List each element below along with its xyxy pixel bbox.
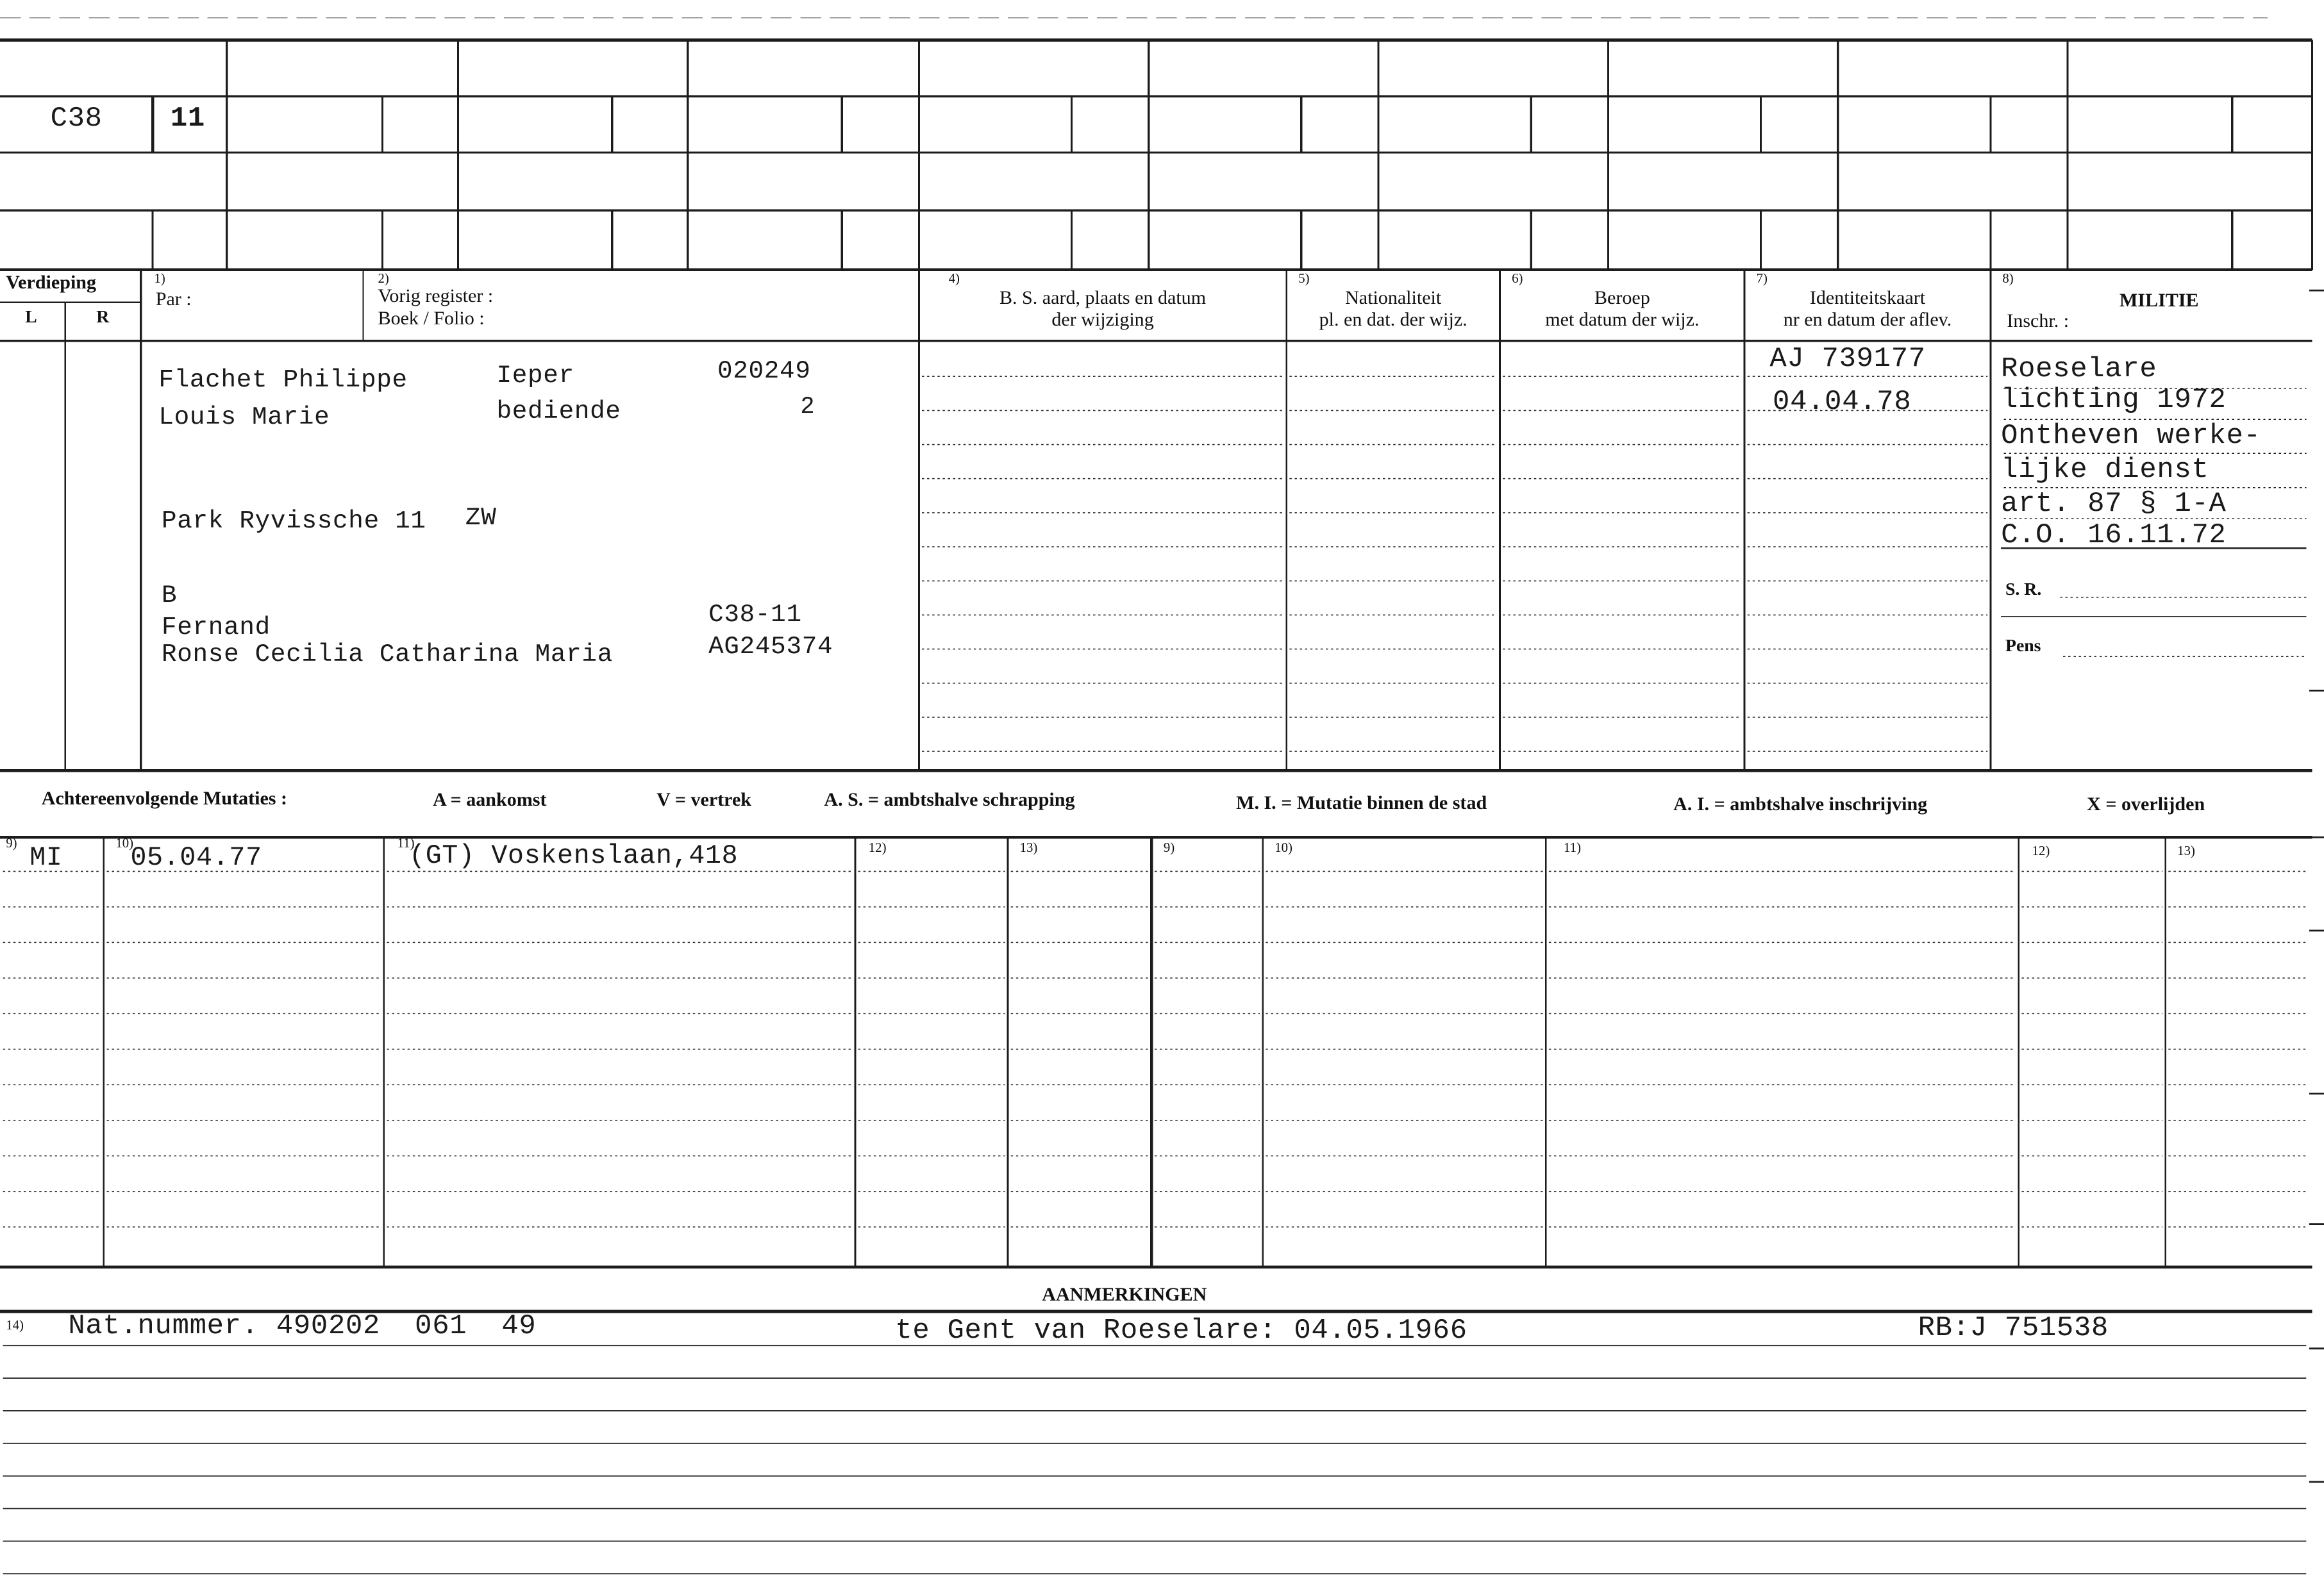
occupation: bediende	[496, 396, 621, 426]
vorig-register-label: Vorig register :	[378, 285, 494, 307]
legend-overlijden: X = overlijden	[2087, 793, 2205, 815]
birth-date: 020249	[717, 356, 811, 386]
ref-number: AG245374	[708, 632, 833, 661]
mutation-address: (GT) Voskenslaan,418	[409, 841, 739, 872]
legend-mutatie-stad: M. I. = Mutatie binnen de stad	[1236, 791, 1487, 813]
par-label: Par :	[155, 287, 192, 310]
spouse-2: Ronse Cecilia Catharina Maria	[161, 640, 613, 669]
mut-col-10-b: 10)	[1275, 840, 1292, 856]
note-1: 1)	[154, 271, 165, 287]
ber-header-1: Beroep	[1594, 286, 1650, 308]
verdieping-l: L	[25, 306, 37, 327]
militie-line-4: lijke dienst	[2001, 454, 2209, 487]
boek-folio-label: Boek / Folio :	[378, 306, 485, 329]
mut-col-12-a: 12)	[868, 840, 887, 856]
nat-header-1: Nationaliteit	[1345, 286, 1442, 308]
address: Park Ryvissche 11	[161, 506, 426, 535]
mutations-legend-title: Achtereenvolgende Mutaties :	[41, 786, 288, 809]
person-name-2: Louis Marie	[158, 403, 330, 432]
aanmerkingen-title: AANMERKINGEN	[1042, 1283, 1207, 1306]
note-5: 5)	[1298, 271, 1310, 287]
sex-code: 2	[800, 394, 815, 421]
mut-col-9-b: 9)	[1163, 840, 1175, 856]
note-6: 6)	[1512, 271, 1523, 287]
nat-header-2: pl. en dat. der wijz.	[1319, 308, 1467, 331]
mut-col-13-b: 13)	[2177, 843, 2195, 858]
mut-col-12-b: 12)	[2032, 843, 2050, 858]
id-header-2: nr en datum der aflev.	[1783, 308, 1952, 331]
inschr-label: Inschr. :	[2007, 310, 2069, 332]
mutation-date: 05.04.77	[130, 842, 262, 873]
verdieping-label: Verdieping	[6, 271, 97, 294]
spouse-1: Fernand	[161, 613, 271, 642]
militie-line-3: Ontheven werke-	[2001, 419, 2261, 452]
mutation-code: MI	[29, 842, 63, 873]
ber-header-2: met datum der wijz.	[1545, 308, 1700, 331]
note-7: 7)	[1756, 271, 1768, 287]
id-card-number: AJ 739177	[1769, 342, 1926, 375]
mut-col-9-a: 9)	[6, 836, 17, 851]
sr-label: S. R.	[2005, 579, 2042, 600]
birth-place: Ieper	[496, 361, 574, 390]
legend-schrapping: A. S. = ambtshalve schrapping	[824, 788, 1075, 811]
militie-header: MILITIE	[2119, 289, 2199, 312]
mut-col-13-a: 13)	[1019, 840, 1038, 856]
person-name-1: Flachet Philippe	[158, 365, 408, 395]
note-2: 2)	[378, 271, 389, 287]
note-14: 14)	[6, 1317, 24, 1333]
remark-nat-nummer: Nat.nummer. 490202 061 49	[68, 1310, 537, 1343]
legend-vertrek: V = vertrek	[656, 788, 751, 811]
pens-label: Pens	[2005, 636, 2041, 656]
id-card-date: 04.04.78	[1773, 385, 1912, 418]
legend-aankomst: A = aankomst	[433, 788, 547, 811]
note-8: 8)	[2002, 271, 2014, 287]
bs-header-2: der wijziging	[1051, 308, 1154, 331]
mut-col-11-b: 11)	[1564, 840, 1581, 856]
militie-line-1: Roeselare	[2001, 353, 2157, 385]
remark-gent: te Gent van Roeselare: 04.05.1966	[895, 1315, 1467, 1347]
marital-status: B	[161, 580, 178, 610]
bs-header-1: B. S. aard, plaats en datum	[999, 286, 1207, 308]
code-c38: C38	[50, 103, 103, 135]
address-zone: ZW	[465, 503, 497, 533]
militie-line-5: art. 87 § 1-A	[2001, 488, 2227, 520]
mut-col-10-a: 10)	[115, 836, 134, 851]
legend-inschrijving: A. I. = ambtshalve inschrijving	[1673, 793, 1928, 815]
code-11: 11	[170, 103, 205, 135]
id-header-1: Identiteitskaart	[1809, 286, 1926, 308]
mut-col-11-a: 11)	[397, 836, 415, 851]
ref-register: C38-11	[708, 599, 802, 629]
remark-rb: RB:J 751538	[1918, 1311, 2109, 1344]
note-4: 4)	[948, 271, 960, 287]
militie-line-6: C.O. 16.11.72	[2001, 519, 2227, 551]
militie-line-2: lichting 1972	[2001, 384, 2227, 417]
verdieping-r: R	[96, 306, 110, 327]
